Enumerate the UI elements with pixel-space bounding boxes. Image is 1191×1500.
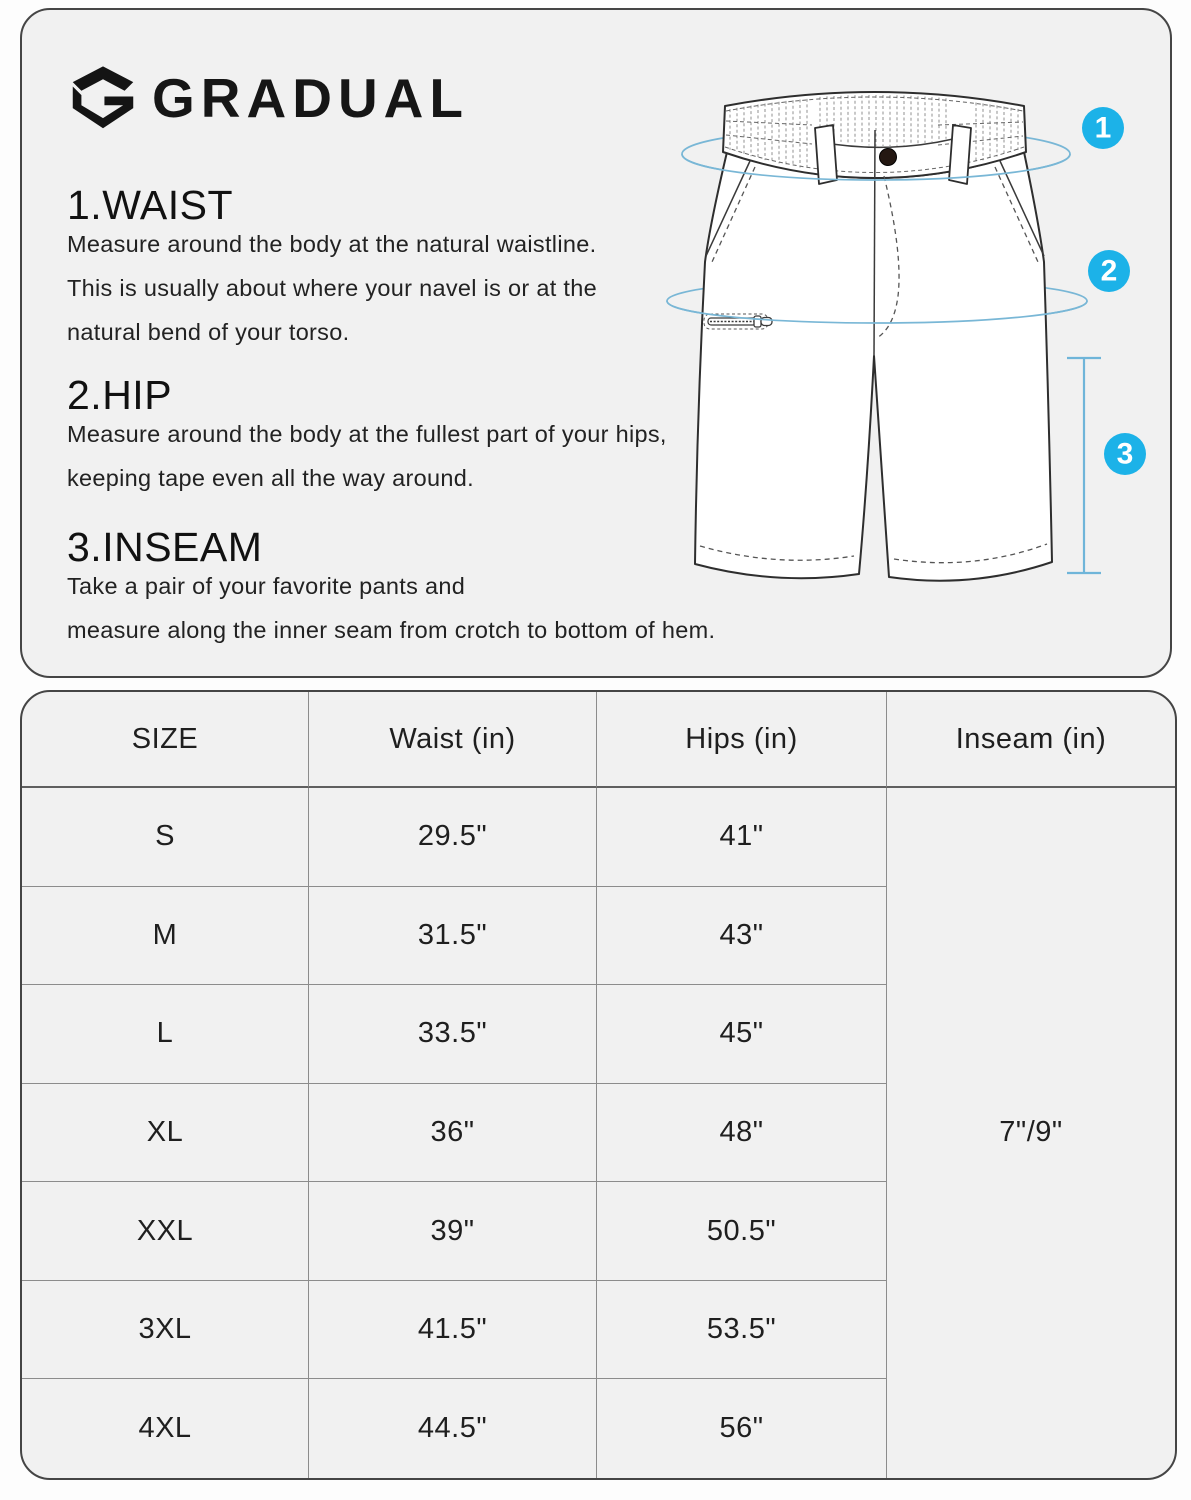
size-cell: S — [22, 788, 309, 887]
waist-button — [880, 149, 897, 166]
waist-line-2: This is usually about where your navel is or at the — [67, 275, 597, 301]
waist-cell: 39" — [309, 1182, 597, 1281]
inseam-instruction-title: 3.INSEAM — [67, 524, 263, 570]
waist-instruction-text — [67, 222, 597, 354]
size-cell: L — [22, 985, 309, 1084]
size-cell: XXL — [22, 1182, 309, 1281]
marker-2 — [1088, 250, 1130, 292]
column-header-waist: Waist (in) — [309, 692, 597, 788]
waist-cell: 36" — [309, 1084, 597, 1183]
measurement-guide-card — [20, 8, 1172, 678]
inseam-line-2: measure along the inner seam from crotch to bottom of hem. — [67, 617, 716, 643]
brand-name: GRADUAL — [152, 67, 469, 129]
marker-1 — [1082, 107, 1124, 149]
marker-3 — [1104, 433, 1146, 475]
shorts-diagram — [662, 84, 1172, 644]
hips-cell: 48" — [597, 1084, 887, 1183]
waist-instruction-title: 1.WAIST — [67, 182, 233, 228]
inseam-line-1: Take a pair of your favorite pants and — [67, 573, 466, 599]
hips-cell: 56" — [597, 1379, 887, 1478]
brand-logo — [64, 62, 469, 134]
hips-cell: 45" — [597, 985, 887, 1084]
waist-line-3: natural bend of your torso. — [67, 319, 350, 345]
marker-1-number: 1 — [1094, 111, 1112, 145]
hip-instruction-title: 2.HIP — [67, 372, 173, 418]
inseam-instruction-text — [67, 564, 715, 652]
size-cell: M — [22, 887, 309, 986]
hips-cell: 41" — [597, 788, 887, 887]
hip-line-1: Measure around the body at the fullest part of your hips, — [67, 421, 667, 447]
marker-3-number: 3 — [1116, 437, 1134, 471]
waist-cell: 41.5" — [309, 1281, 597, 1380]
shorts-body — [695, 152, 1052, 581]
hip-line-2: keeping tape even all the way around. — [67, 465, 474, 491]
waist-cell: 29.5" — [309, 788, 597, 887]
marker-2-number: 2 — [1100, 254, 1118, 288]
waist-line-1: Measure around the body at the natural waistline. — [67, 231, 597, 257]
size-cell: 4XL — [22, 1379, 309, 1478]
hips-cell: 53.5" — [597, 1281, 887, 1380]
brand-logo-icon — [64, 62, 142, 134]
size-chart-card — [20, 690, 1177, 1480]
column-header-size: SIZE — [22, 692, 309, 788]
shorts-svg — [662, 84, 1172, 644]
waist-cell: 33.5" — [309, 985, 597, 1084]
hips-cell: 50.5" — [597, 1182, 887, 1281]
column-header-inseam: Inseam (in) — [887, 692, 1175, 788]
size-chart-table — [22, 692, 1175, 1478]
size-cell: XL — [22, 1084, 309, 1183]
waist-cell: 44.5" — [309, 1379, 597, 1478]
waist-cell: 31.5" — [309, 887, 597, 986]
inseam-merged-cell: 7"/9" — [999, 1116, 1063, 1149]
inseam-measure-line — [1067, 358, 1101, 573]
hip-instruction-text — [67, 412, 667, 500]
hips-cell: 43" — [597, 887, 887, 986]
size-cell: 3XL — [22, 1281, 309, 1380]
column-header-hips: Hips (in) — [597, 692, 887, 788]
